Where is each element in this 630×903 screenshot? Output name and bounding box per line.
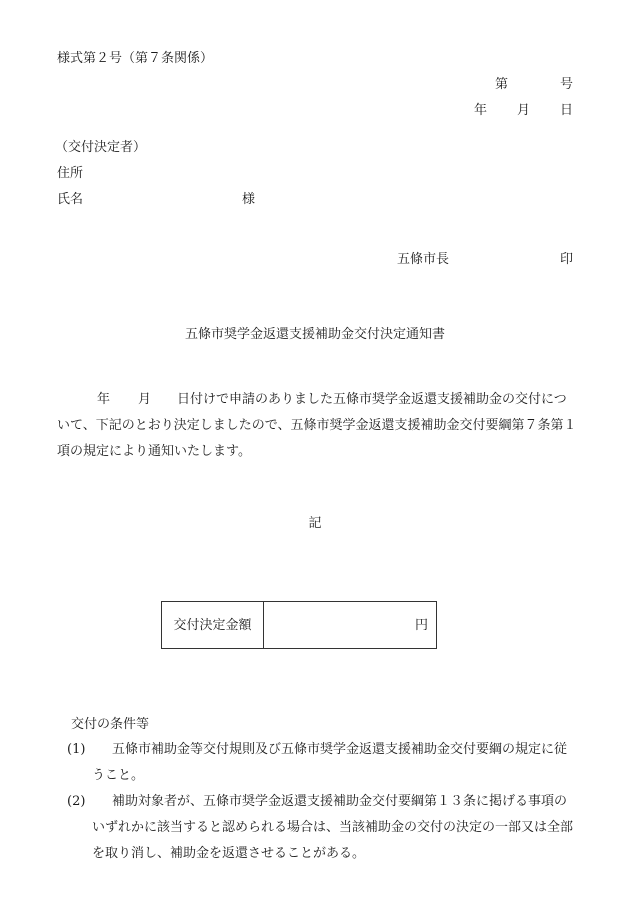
recipient-heading: （交付決定者） xyxy=(55,140,147,155)
seal-mark: 印 xyxy=(560,252,574,267)
form-number: 様式第２号（第７条関係） xyxy=(57,51,214,66)
amount-table xyxy=(161,601,437,649)
document-number xyxy=(495,78,573,91)
date-year: 年 xyxy=(473,103,487,118)
condition-number: (2) xyxy=(67,794,86,809)
body-paragraph xyxy=(57,387,577,465)
honorific: 様 xyxy=(242,192,256,207)
condition-text: 補助対象者が、五條市奨学金返還支援補助金交付要綱第１３条に掲げる事項のいずれかに該当すると認められる場合は、当該補助金の交付の決定の一部又は全部を取り消し、補助金を返還させることがある。 xyxy=(92,794,574,861)
name-label: 氏名 xyxy=(57,192,84,207)
body-month: 月 xyxy=(138,392,152,407)
condition-item xyxy=(67,789,579,867)
document-title: 五條市奨学金返還支援補助金交付決定通知書 xyxy=(184,327,445,342)
ki-heading: 記 xyxy=(308,516,322,531)
amount-value-cell xyxy=(264,602,436,648)
amount-label: 交付決定金額 xyxy=(173,617,252,633)
condition-item xyxy=(67,737,579,789)
amount-unit: 円 xyxy=(414,617,428,633)
date-month: 月 xyxy=(516,103,530,118)
conditions-heading: 交付の条件等 xyxy=(71,717,150,732)
condition-number: (1) xyxy=(67,742,86,757)
body-year: 年 xyxy=(97,392,111,407)
address-label: 住所 xyxy=(57,166,84,181)
issue-date xyxy=(474,104,573,117)
number-suffix: 号 xyxy=(559,77,573,92)
number-prefix: 第 xyxy=(494,77,508,92)
body-text: 日付けで申請のありました五條市奨学金返還支援補助金の交付について、下記のとおり決定しましたので、五條市奨学金返還支援補助金交付要綱第７条第１項の規定により通知いたします。 xyxy=(57,392,577,459)
issuer-title: 五條市長 xyxy=(397,252,450,267)
condition-text: 五條市補助金等交付規則及び五條市奨学金返還支援補助金交付要綱の規定に従うこと。 xyxy=(92,742,568,783)
date-day: 日 xyxy=(559,103,573,118)
amount-label-cell xyxy=(162,602,264,648)
